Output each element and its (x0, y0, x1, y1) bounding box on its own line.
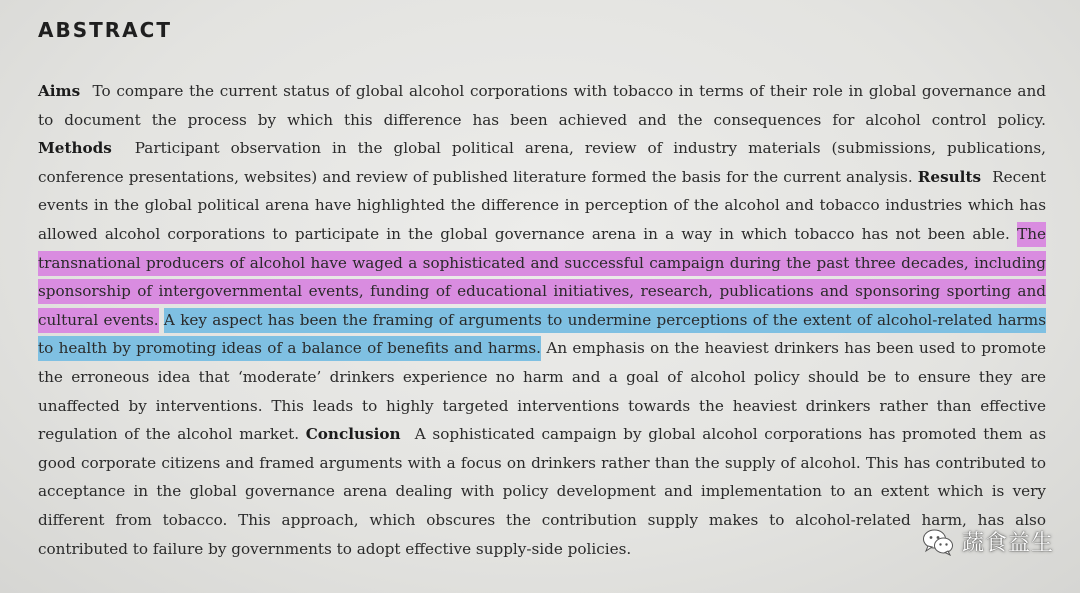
aims-label: Aims (38, 82, 81, 100)
aims-text: To compare the current status of global alcohol corporations with tobacco in terms of their role in global governance and to document the process by which this difference has been achieved and the consequences for alcohol control policy. (38, 82, 1046, 129)
watermark (916, 524, 1060, 559)
results-text-1: Recent events in the global political arena have highlighted the difference in perception of the alcohol and tobacco industries which has allowed alcohol corporations to participate in the global governance arena in a way in which tobacco has not been able. (38, 167, 1047, 243)
methods-text: Participant observation in the global political arena, review of industry materials (submissions, publications, conference presentations, websites) and review of published literature formed the basis for the current analysis. (38, 139, 1046, 186)
conclusion-text: A sophisticated campaign by global alcohol corporations has promoted them as good corporate citizens and framed arguments with a focus on drinkers rather than the supply of alcohol. This has contributed to acceptance in the global governance arena dealing with policy development and implementation to an extent which is very different from tobacco. This approach, which obscures the contribution supply makes to alcohol-related harm, has also contributed to failure by governments to adopt effective supply-side policies. (38, 425, 1046, 558)
methods-label: Methods (38, 139, 112, 158)
conclusion-label: Conclusion (305, 425, 401, 444)
watermark-text: 蔬食益生 (961, 531, 1054, 556)
results-label: Results (917, 167, 982, 186)
abstract-body (38, 77, 1046, 563)
results-text-2: An emphasis on the heaviest drinkers has been used to promote the erroneous idea that ‘moderate’ drinkers experience no harm and a goal of alcohol policy should be to ensure they are unaffected by interventions. This leads to highly targeted interventions towards the heaviest drinkers rather than effective regulation of the alcohol market. (38, 339, 1046, 444)
wechat-icon (922, 528, 954, 556)
highlight-pink: The transnational producers of alcohol have waged a sophisticated and successful campaign during the past three decades, including sponsorship of intergovernmental events, funding of educational initiatives, research, publications and sponsoring sporting and cultural events. (38, 222, 1046, 333)
abstract-heading: ABSTRACT (38, 18, 172, 42)
highlight-blue: A key aspect has been the framing of arguments to undermine perceptions of the extent of alcohol-related harms to health by promoting ideas of a balance of benefits and harms. (38, 308, 1046, 362)
